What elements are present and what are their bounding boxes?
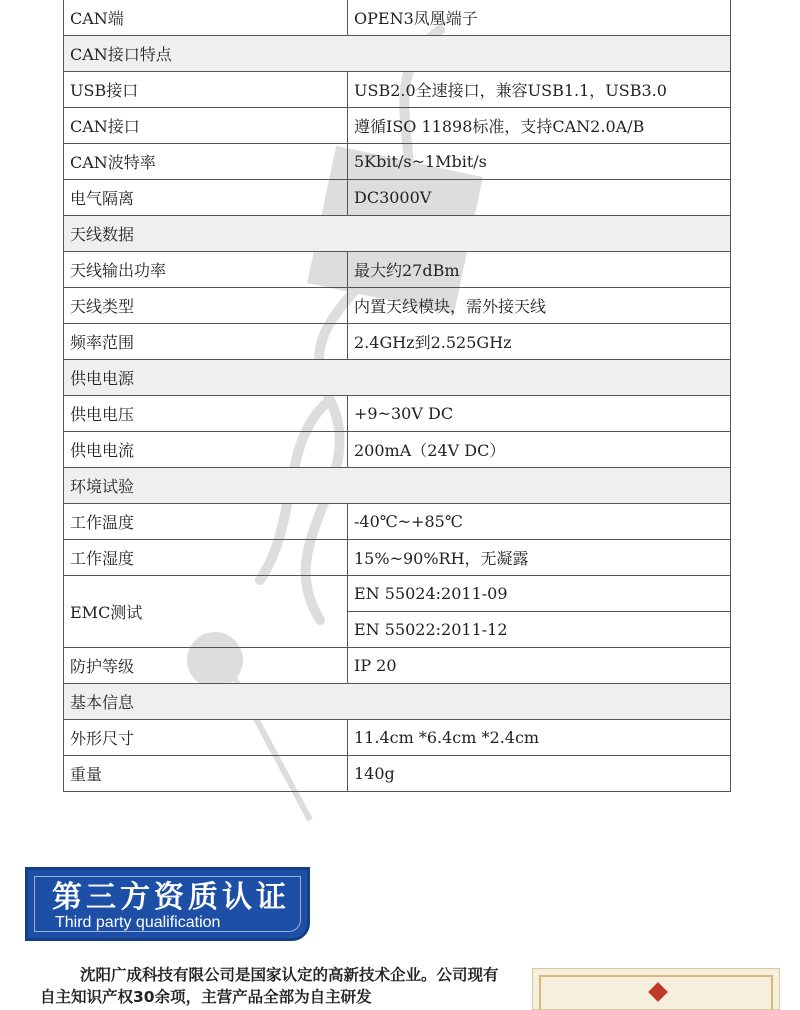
certificate-image <box>532 968 780 1010</box>
section-title: 天线数据 <box>64 216 731 252</box>
table-row <box>64 504 731 540</box>
spec-value: IP 20 <box>348 648 731 684</box>
spec-label: 天线输出功率 <box>64 252 348 288</box>
spec-label: 重量 <box>64 756 348 792</box>
spec-value: -40℃~+85℃ <box>348 504 731 540</box>
spec-label: 防护等级 <box>64 648 348 684</box>
spec-label: 供电电流 <box>64 432 348 468</box>
spec-label: EMC测试 <box>64 576 348 648</box>
spec-label: 工作温度 <box>64 504 348 540</box>
spec-value: 11.4cm *6.4cm *2.4cm <box>348 720 731 756</box>
spec-value: OPEN3凤凰端子 <box>348 0 731 36</box>
spec-section-header <box>64 216 731 252</box>
table-row <box>64 144 731 180</box>
table-row <box>64 756 731 792</box>
spec-value: 15%~90%RH，无凝露 <box>348 540 731 576</box>
section-title: 供电电源 <box>64 360 731 396</box>
spec-value: 200mA（24V DC） <box>348 432 731 468</box>
spec-section-header <box>64 36 731 72</box>
table-row <box>64 72 731 108</box>
table-row <box>64 576 731 612</box>
spec-label: 外形尺寸 <box>64 720 348 756</box>
table-row <box>64 540 731 576</box>
spec-label: CAN接口 <box>64 108 348 144</box>
table-row <box>64 108 731 144</box>
spec-label: CAN端 <box>64 0 348 36</box>
spec-value: 2.4GHz到2.525GHz <box>348 324 731 360</box>
spec-label: 工作湿度 <box>64 540 348 576</box>
spec-label: 频率范围 <box>64 324 348 360</box>
table-row <box>64 252 731 288</box>
table-row <box>64 648 731 684</box>
spec-label: CAN波特率 <box>64 144 348 180</box>
table-row <box>64 288 731 324</box>
spec-value: USB2.0全速接口，兼容USB1.1，USB3.0 <box>348 72 731 108</box>
spec-value: 内置天线模块，需外接天线 <box>348 288 731 324</box>
table-row <box>64 720 731 756</box>
spec-table-body <box>64 0 731 792</box>
spec-section-header <box>64 360 731 396</box>
table-row <box>64 432 731 468</box>
spec-label: 电气隔离 <box>64 180 348 216</box>
badge-title: 第三方资质认证 <box>52 880 290 915</box>
table-row <box>64 324 731 360</box>
section-title: CAN接口特点 <box>64 36 731 72</box>
company-intro-text: 沈阳广成科技有限公司是国家认定的高新技术企业。公司现有自主知识产权30余项，主营产品全部为自主研发 <box>40 966 499 1006</box>
spec-section-header <box>64 684 731 720</box>
spec-table <box>63 0 731 792</box>
spec-value: 140g <box>348 756 731 792</box>
spec-label: 天线类型 <box>64 288 348 324</box>
spec-label: 供电电压 <box>64 396 348 432</box>
spec-section-header <box>64 468 731 504</box>
section-title: 环境试验 <box>64 468 731 504</box>
table-row <box>64 396 731 432</box>
spec-value: EN 55024:2011-09 <box>348 576 731 612</box>
table-row <box>64 180 731 216</box>
spec-label: USB接口 <box>64 72 348 108</box>
spec-value: +9~30V DC <box>348 396 731 432</box>
spec-value: 最大约27dBm <box>348 252 731 288</box>
section-title: 基本信息 <box>64 684 731 720</box>
spec-value: 5Kbit/s~1Mbit/s <box>348 144 731 180</box>
spec-value: DC3000V <box>348 180 731 216</box>
badge-subtitle: Third party qualification <box>55 914 221 931</box>
table-row <box>64 0 731 36</box>
section-badge <box>25 867 310 941</box>
spec-value: 遵循ISO 11898标准，支持CAN2.0A/B <box>348 108 731 144</box>
spec-value: EN 55022:2011-12 <box>348 612 731 648</box>
